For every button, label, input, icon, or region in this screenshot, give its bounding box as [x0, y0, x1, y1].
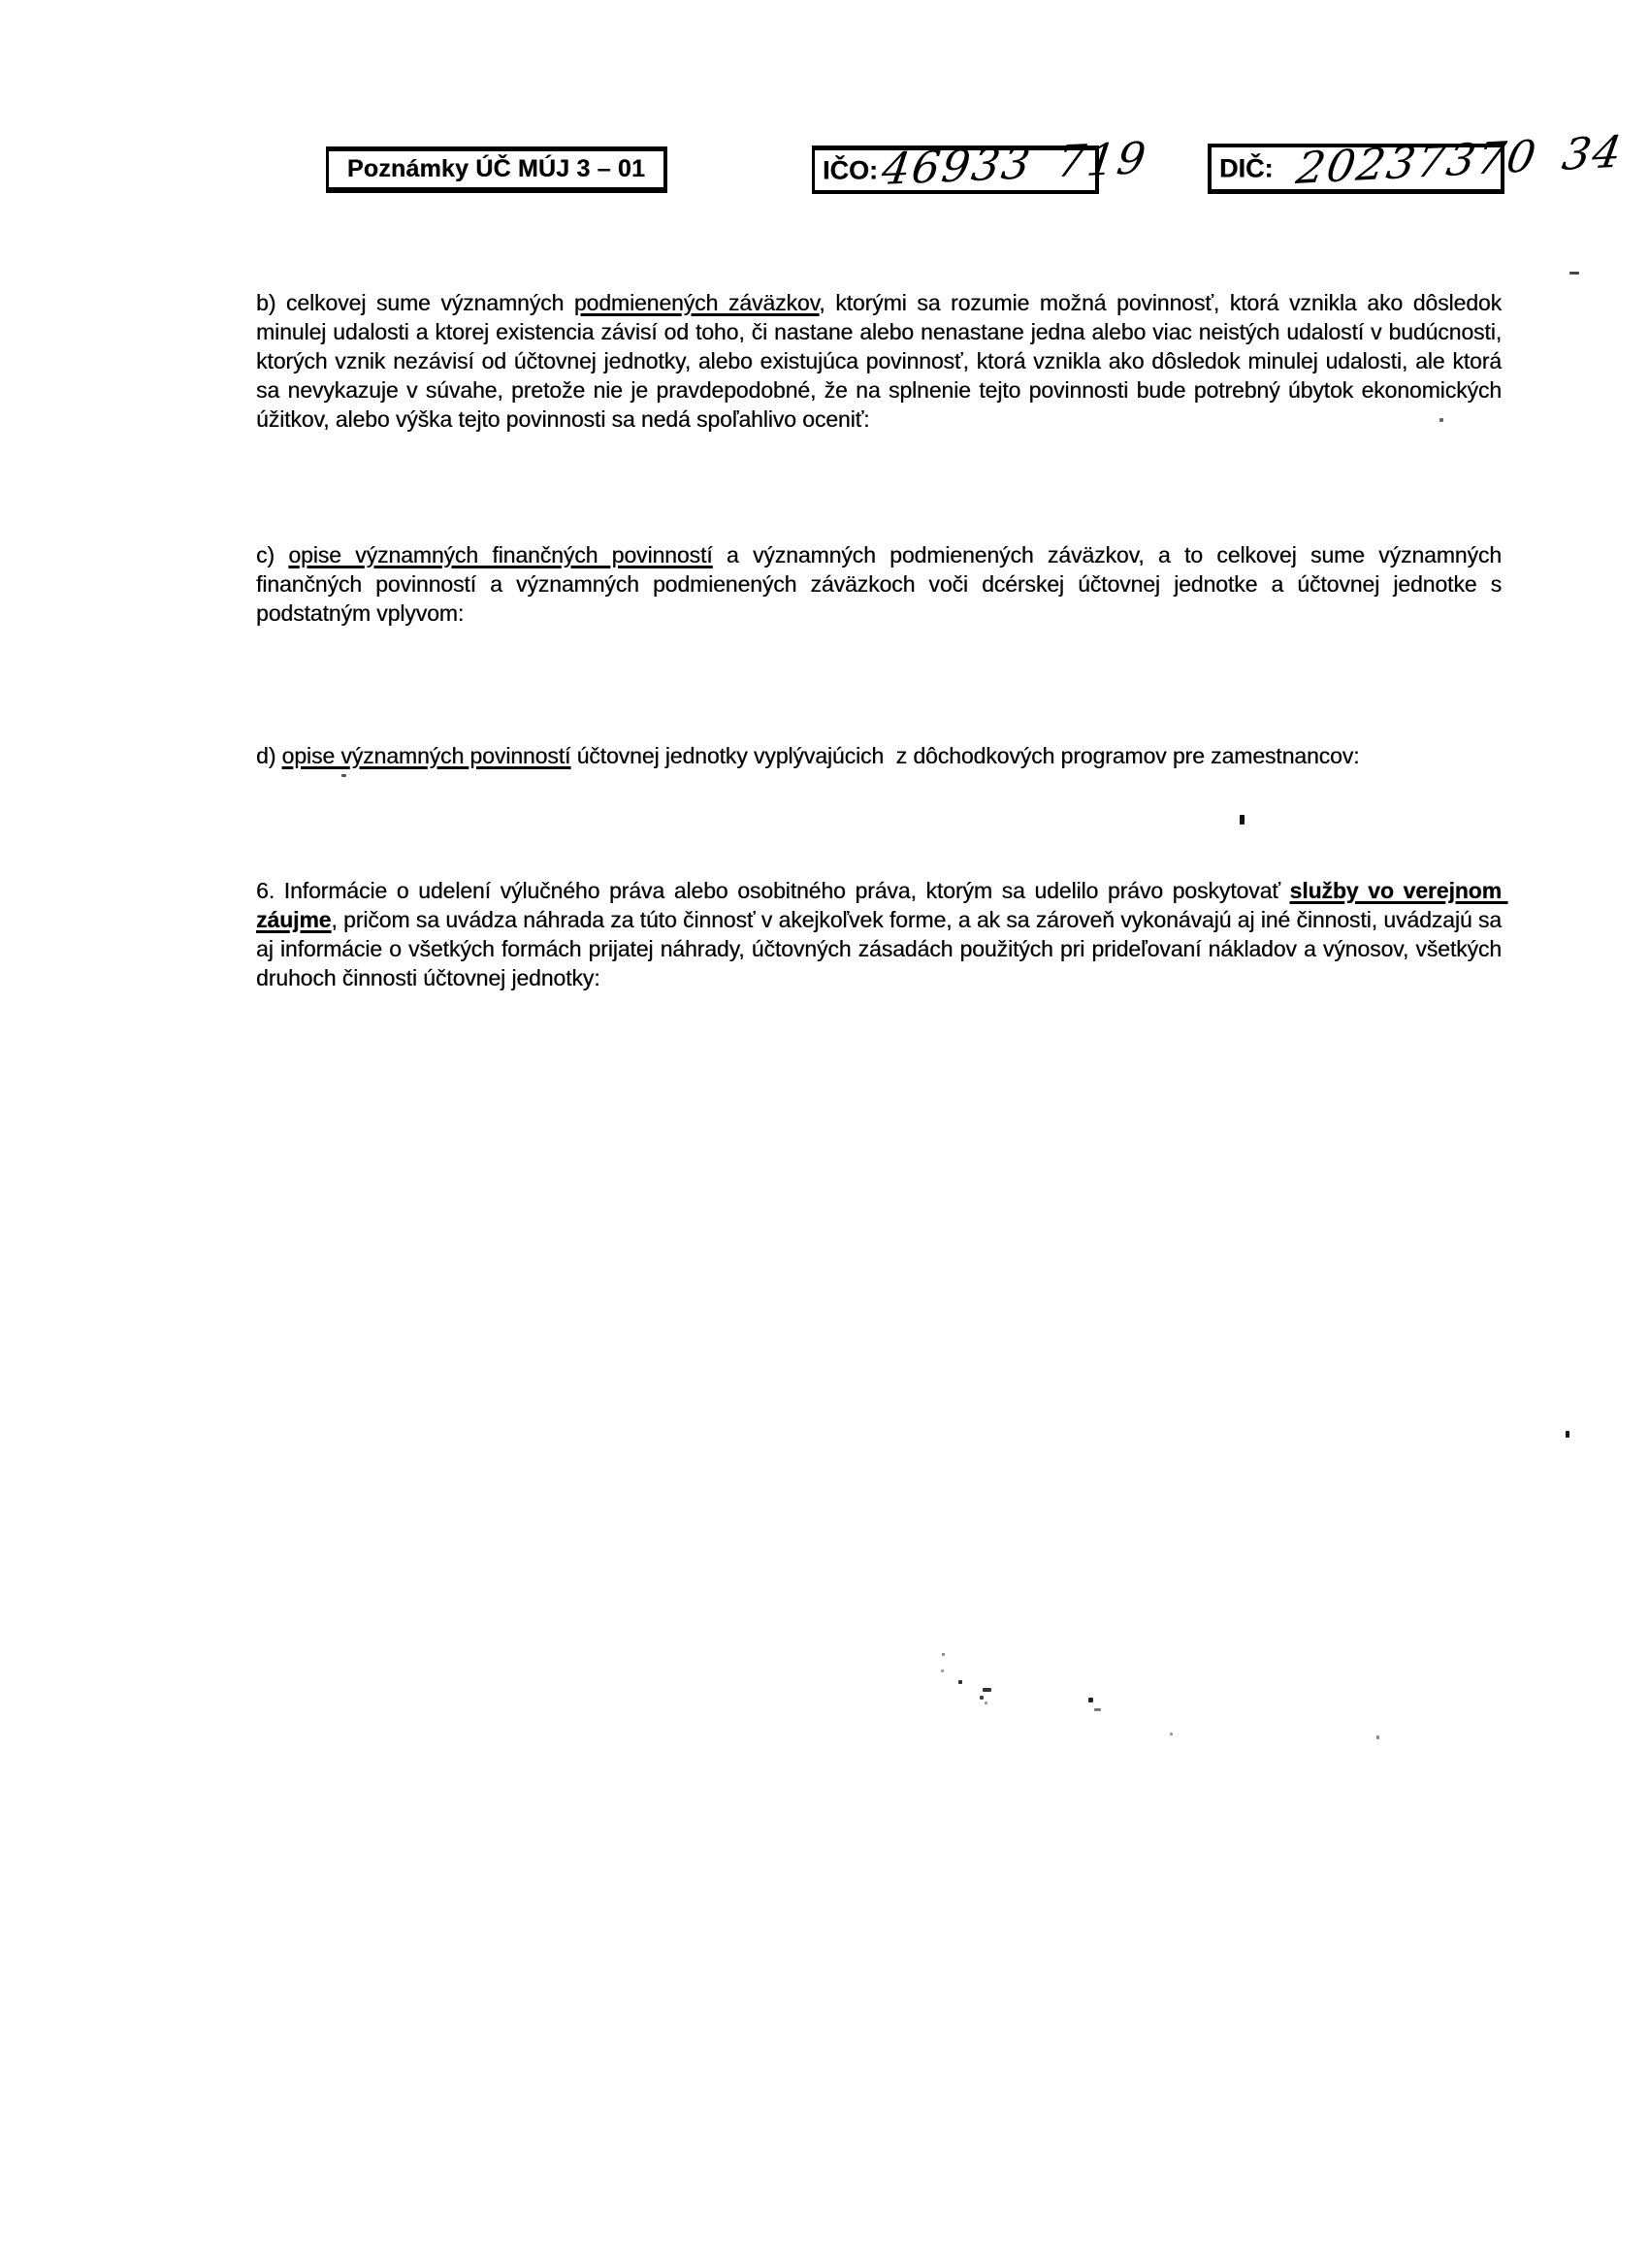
- clause-b-prefix: b) celkovej sume významných: [256, 290, 574, 315]
- ico-box: [812, 132, 1151, 195]
- clause-d-prefix: d): [256, 743, 282, 768]
- clause-c-text: a významných podmienených záväzkov, a to celkovej sume významných finančných povinností a významných podmienených záväzkoch voči dcérskej účtovnej jednotke a účtovnej jednotke s podstatným vplyvom:: [256, 542, 1508, 626]
- ico-value-handwritten: 46933 719: [879, 132, 1151, 195]
- clause-d-underlined-term: opise významných povinností: [281, 743, 571, 768]
- paragraph-clause-c: [256, 540, 1508, 628]
- paragraph-clause-b: [256, 288, 1508, 434]
- scan-speckle: [941, 1669, 944, 1672]
- scan-speckle: [1439, 418, 1443, 422]
- clause-b-text: , ktorými sa rozumie možná povinnosť, ktorá vznikla ako dôsledok minulej udalosti a ktorej existencia závisí od toho, či nastane alebo nenastane jedna alebo viac neistých udalostí v budúcnosti, ktorých vznik nezávisí od účtovnej jednotky, alebo existujúca povinnosť, ktorá vznikla ako dôsledok minulej udalosti, ale ktorá sa nevykazuje v súvahe, pretože nie je pravdepodobné, že na splnenie tejto povinnosti bude potrebný úbytok ekonomických úžitkov, alebo výška tejto povinnosti sa nedá spoľahlivo oceniť:: [256, 290, 1508, 432]
- clause-d-text: účtovnej jednotky vyplývajúcich z dôchodkových programov pre zamestnancov:: [570, 743, 1360, 768]
- paragraph-section-6: [256, 876, 1508, 992]
- scan-speckle: [958, 1680, 962, 1684]
- form-title-box: [326, 146, 667, 193]
- paragraph-clause-d: [256, 741, 1502, 770]
- scan-speckle: [942, 1653, 945, 1656]
- scan-speckle: [1566, 1431, 1569, 1438]
- scan-speckle: [341, 774, 346, 777]
- ico-label: IČO:: [823, 155, 878, 184]
- dic-value-handwritten: 20237370 34: [1293, 125, 1628, 194]
- dic-box: [1208, 125, 1628, 194]
- section-6-bold-underlined-term: služby vo verejnom záujme: [256, 878, 1508, 932]
- scan-speckle: [980, 1696, 984, 1700]
- scan-speckle: [1088, 1698, 1093, 1702]
- scan-speckle: [983, 1688, 991, 1692]
- clause-b-underlined-term: podmienených záväzkov: [573, 290, 820, 315]
- section-6-text: , pričom sa uvádza náhrada za túto činnosť v akejkoľvek forme, a ak sa zároveň vykonávajú aj iné činnosti, uvádzajú sa aj informácie o všetkých formách prijatej náhrady, účtovných zásadách použitých pri prideľovaní nákladov a výnosov, všetkých druhoch činnosti účtovnej jednotky:: [256, 907, 1508, 990]
- scan-speckle: [1094, 1708, 1101, 1711]
- clause-c-underlined-term: opise významných finančných povinností: [288, 542, 713, 567]
- scan-speckle: [985, 1701, 987, 1704]
- dic-label: DIČ:: [1219, 153, 1274, 182]
- scan-speckle: [1569, 272, 1579, 275]
- clause-c-prefix: c): [256, 542, 289, 567]
- scan-speckle: [1170, 1733, 1173, 1735]
- form-title: Poznámky ÚČ MÚJ 3 – 01: [346, 155, 646, 182]
- scan-speckle: [1240, 815, 1245, 825]
- section-6-prefix: 6. Informácie o udelení výlučného práva alebo osobitného práva, ktorým sa udelilo právo poskytovať: [256, 878, 1290, 903]
- scan-speckle: [1376, 1735, 1379, 1739]
